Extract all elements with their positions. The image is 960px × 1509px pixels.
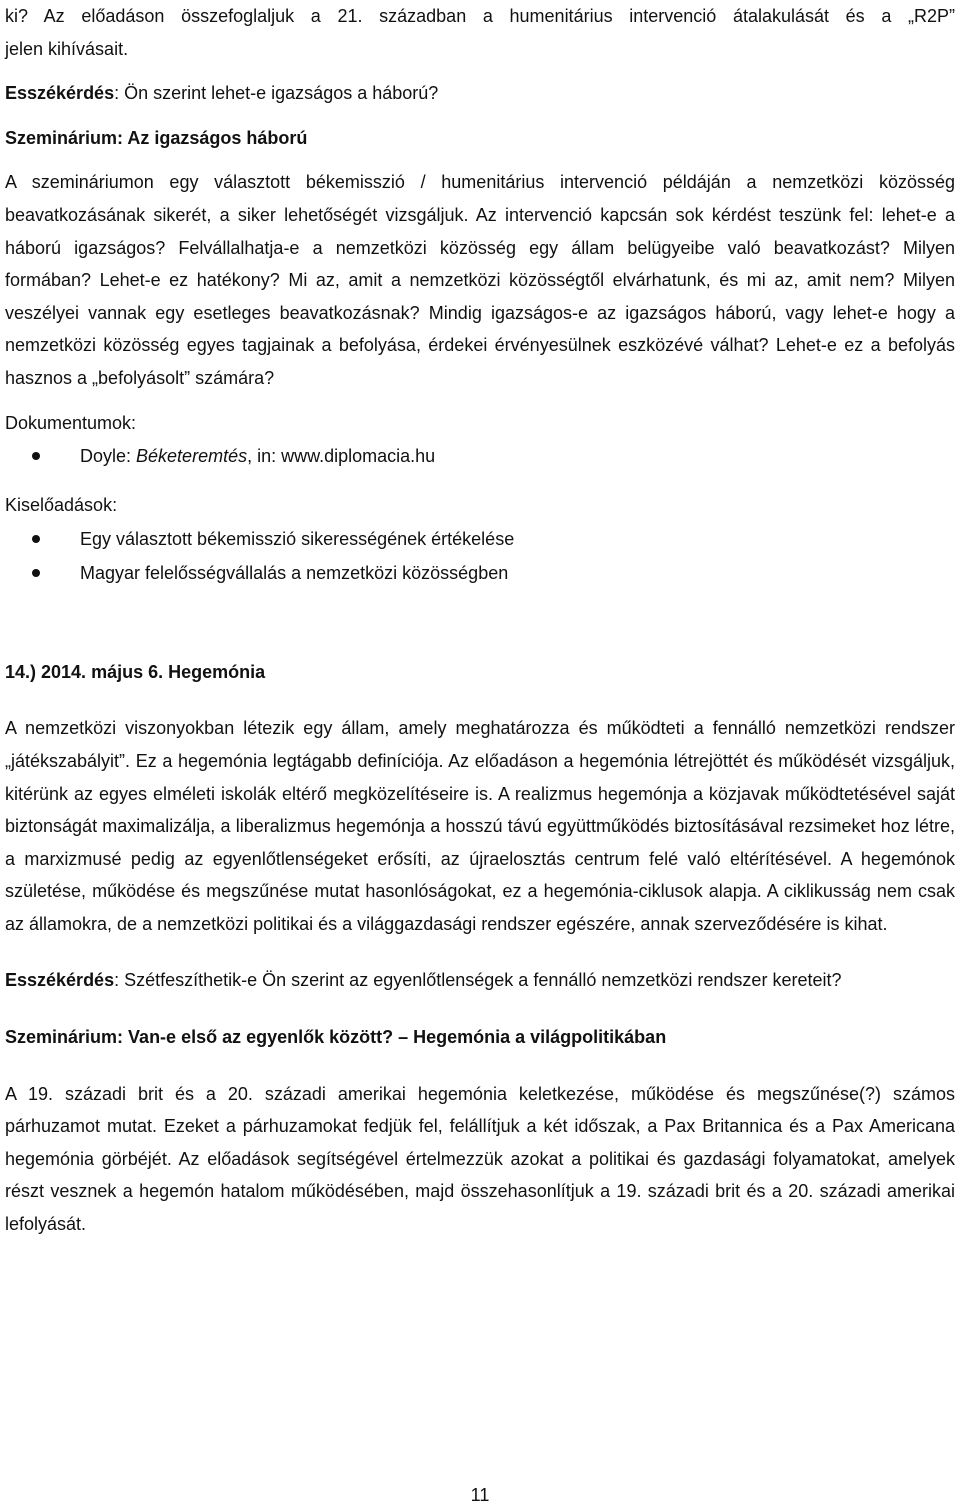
seminar-paragraph: A 19. századi brit és a 20. századi amerikai hegemónia keletkezése, működése és megszűnése(?) számos párhuzamot mutat. Ezeket a párhuzamokat fedjük fel, felállítjuk a két időszak, a Pax Britannica és a Pax Americana hegemónia görbéjét. Az előadások segítségével értelmezzük azokat a politikai és gazdasági folyamatokat, amelyek részt vesznek a hegemón hatalom működésében, majd összehasonlítjuk a 19. századi brit és a 20. századi amerikai lefolyását. [5, 1083, 955, 1235]
seminar-paragraph: A szemináriumon egy választott békemisszió / humenitárius intervenció példáján a nemzetközi közösség beavatkozásának sikerét, a siker lehetőségét vizsgáljuk. Az intervenció kapcsán sok kérdést teszünk fel: lehet-e a háború igazságos? Felvállalhatja-e a nemzetközi közösség egy állam belügyeibe való beavatkozást? Milyen formában? Lehet-e ez hatékony? Mi az, amit a nemzetközi közösségtől elvárhatunk, és mi az, amit nem? Milyen veszélyei vannak egy esetleges beavatkozásnak? Mindig igazságos-e az igazságos háború, vagy lehet-e hogy a nemzetközi közösség egyes tagjainak a befolyása, érdekei érvényesülnek eszközévé válhat? Lehet-e ez a befolyás hasznos a „befolyásolt” számára? [5, 172, 955, 388]
essay-question [5, 964, 955, 997]
list-item [5, 439, 955, 473]
document-title: Béketeremtés [136, 446, 248, 467]
essay-text: : Ön szerint lehet-e igazságos a háború? [114, 83, 439, 104]
essay-text: : Szétfeszíthetik-e Ön szerint az egyenlőtlenségek a fennálló nemzetközi rendszer kereteit? [114, 970, 842, 991]
essay-label: Esszékérdés [5, 83, 115, 104]
lectures-heading: Kiselőadások: [5, 495, 118, 516]
seminar-title: : Az igazságos háború [117, 127, 308, 148]
seminar-label: Szeminárium [5, 1027, 118, 1048]
essay-question [5, 77, 955, 110]
seminar-title: : Van-e első az egyenlők között? – Hegemónia a világpolitikában [117, 1027, 667, 1048]
bullet-icon [32, 452, 40, 460]
page-number: 11 [470, 1485, 490, 1505]
intro-line: ki? Az előadáson összefoglaljuk a 21. században a humenitárius intervenció átalakulását és a „R2P” [5, 6, 955, 26]
lecture-title: Magyar felelősségvállalás a nemzetközi közösségben [80, 562, 509, 583]
list-item [5, 522, 955, 556]
document-rest: , in: www.diplomacia.hu [247, 446, 436, 467]
intro-line: jelen kihívásait. [5, 38, 129, 59]
bullet-icon [32, 569, 40, 577]
documents-list [5, 439, 955, 473]
section-paragraph: A nemzetközi viszonyokban létezik egy állam, amely meghatározza és működteti a fennálló nemzetközi rendszer „játékszabályit”. Ez a hegemónia legtágabb definíciója. Az előadáson a hegemónia létrejöttét és működését vizsgáljuk, kitérünk az egyes elméleti iskolák eltérő megközelítéseire is. A realizmus hegemónja a közjavak működtetésével saját biztonságát maximalizálja, a liberalizmus hegemónja a hosszú távú együttműködés biztosításával rezsimeket hoz létre, a marxizmusé pedig az egyenlőtlenségeket erősíti, az újraelosztás centrum felé való eltérítésével. A hegemónok születése, működése és megszűnése mutat hasonlóságokat, ez a hegemónia-ciklusok alapja. A ciklikusság nem csak az államokra, de a nemzetközi politikai és a világgazdasági rendszer egészére, annak szerveződésére is kihat. [5, 718, 955, 934]
document-author: Doyle: [80, 446, 137, 467]
essay-label: Esszékérdés [5, 970, 115, 991]
bullet-icon [32, 535, 40, 543]
lecture-title: Egy választott békemisszió sikerességének értékelése [80, 528, 515, 549]
seminar-label: Szeminárium [5, 127, 118, 148]
seminar-heading [5, 122, 955, 155]
documents-heading: Dokumentumok: [5, 412, 137, 433]
seminar-heading [5, 1021, 955, 1054]
section-heading: 14.) 2014. május 6. Hegemónia [5, 661, 266, 682]
lectures-list [5, 522, 955, 590]
document-page [5, 0, 955, 1241]
list-item [5, 556, 955, 590]
